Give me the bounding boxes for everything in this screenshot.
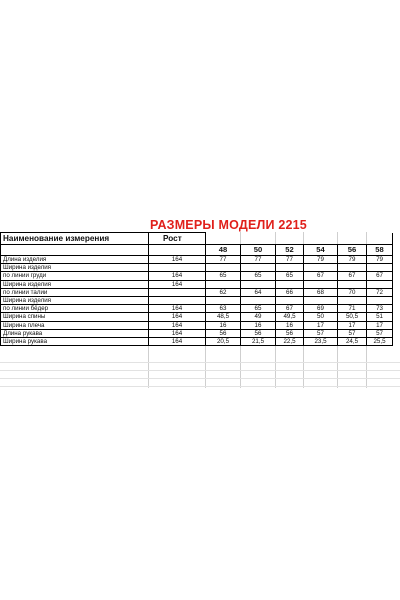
measurement-name-cell: Длина изделия [1,256,149,264]
measurement-value-cell [276,280,304,288]
size-chart-table [0,232,393,346]
measurement-value-cell: 16 [276,321,304,329]
measurement-value-cell [338,264,367,272]
measurement-value-cell [206,280,241,288]
measurement-value-cell: 77 [241,256,276,264]
table-row [1,272,393,280]
gridline [0,378,400,379]
measurement-value-cell: 79 [367,256,393,264]
measurement-name-cell: по линии талии [1,288,149,296]
measurement-value-cell: 69 [304,305,338,313]
measurement-value-cell: 72 [367,288,393,296]
measurement-name-cell: Ширина изделия [1,264,149,272]
measurement-value-cell: 24,5 [338,338,367,346]
height-cell: 164 [149,256,206,264]
measurement-value-cell: 17 [367,321,393,329]
gridline [0,362,400,363]
measurement-value-cell: 50 [304,313,338,321]
table-row [1,297,393,305]
height-cell: 164 [149,272,206,280]
measurement-value-cell [206,264,241,272]
measurement-value-cell: 66 [276,288,304,296]
measurement-value-cell [276,264,304,272]
spreadsheet-area [0,218,400,388]
measurement-value-cell [367,297,393,305]
measurement-value-cell: 21,5 [241,338,276,346]
measurement-value-cell: 65 [276,272,304,280]
measurement-value-cell [241,264,276,272]
size-header: 56 [338,245,367,256]
measurement-value-cell: 79 [304,256,338,264]
measurement-value-cell: 68 [304,288,338,296]
measurement-value-cell: 56 [241,329,276,337]
table-row [1,321,393,329]
header-measurement-name: Наименование измерения [1,233,149,245]
measurement-value-cell: 48,5 [206,313,241,321]
measurement-value-cell: 73 [367,305,393,313]
measurement-value-cell: 65 [241,305,276,313]
height-cell: 164 [149,305,206,313]
header-blank [149,245,206,256]
measurement-value-cell: 65 [241,272,276,280]
table-row [1,280,393,288]
measurement-value-cell: 79 [338,256,367,264]
measurement-name-cell: Ширина изделия [1,280,149,288]
height-cell: 164 [149,321,206,329]
measurement-value-cell: 25,5 [367,338,393,346]
measurement-value-cell [241,280,276,288]
measurement-name-cell: по линии груди [1,272,149,280]
table-row [1,264,393,272]
measurement-value-cell: 67 [367,272,393,280]
height-cell: 164 [149,313,206,321]
measurement-name-cell: Длина рукава [1,329,149,337]
measurement-value-cell [304,297,338,305]
table-row [1,305,393,313]
measurement-value-cell: 57 [367,329,393,337]
measurement-value-cell [338,297,367,305]
size-chart-title: РАЗМЕРЫ МОДЕЛИ 2215 [150,218,307,232]
measurement-value-cell: 17 [338,321,367,329]
height-cell [149,288,206,296]
size-header: 54 [304,245,338,256]
measurement-name-cell: Ширина спины [1,313,149,321]
measurement-name-cell: по линии бёдер [1,305,149,313]
table-row [1,338,393,346]
measurement-value-cell: 57 [338,329,367,337]
measurement-value-cell: 16 [206,321,241,329]
height-cell: 164 [149,280,206,288]
measurement-value-cell: 17 [304,321,338,329]
measurement-value-cell: 49,5 [276,313,304,321]
measurement-value-cell: 63 [206,305,241,313]
measurement-value-cell [304,264,338,272]
table-row [1,329,393,337]
table-row [1,313,393,321]
measurement-name-cell: Ширина плеча [1,321,149,329]
measurement-value-cell [241,297,276,305]
measurement-value-cell: 70 [338,288,367,296]
size-header: 48 [206,245,241,256]
header-row [1,233,393,245]
measurement-value-cell: 51 [367,313,393,321]
measurement-value-cell: 77 [206,256,241,264]
height-cell [149,297,206,305]
measurement-value-cell: 71 [338,305,367,313]
measurement-value-cell [338,280,367,288]
measurement-value-cell: 56 [276,329,304,337]
height-cell: 164 [149,338,206,346]
height-cell: 164 [149,329,206,337]
measurement-value-cell [276,297,304,305]
measurement-value-cell: 77 [276,256,304,264]
measurement-value-cell: 22,5 [276,338,304,346]
measurement-value-cell [304,280,338,288]
header-blank [206,233,393,245]
measurement-value-cell: 67 [304,272,338,280]
measurement-value-cell: 67 [276,305,304,313]
measurement-value-cell: 65 [206,272,241,280]
header-height: Рост [149,233,206,245]
measurement-value-cell: 16 [241,321,276,329]
measurement-value-cell: 20,5 [206,338,241,346]
measurement-value-cell: 50,5 [338,313,367,321]
measurement-value-cell: 49 [241,313,276,321]
table-row [1,256,393,264]
measurement-value-cell: 57 [304,329,338,337]
size-header: 58 [367,245,393,256]
table-row [1,288,393,296]
size-header-row [1,245,393,256]
header-blank [1,245,149,256]
measurement-value-cell: 56 [206,329,241,337]
height-cell [149,264,206,272]
measurement-name-cell: Ширина рукава [1,338,149,346]
gridline [0,386,400,387]
measurement-value-cell [206,297,241,305]
size-header: 52 [276,245,304,256]
measurement-value-cell: 23,5 [304,338,338,346]
gridline [0,370,400,371]
measurement-value-cell [367,264,393,272]
measurement-value-cell: 62 [206,288,241,296]
measurement-value-cell: 67 [338,272,367,280]
measurement-value-cell: 64 [241,288,276,296]
size-header: 50 [241,245,276,256]
measurement-name-cell: Ширина изделия [1,297,149,305]
measurement-value-cell [367,280,393,288]
